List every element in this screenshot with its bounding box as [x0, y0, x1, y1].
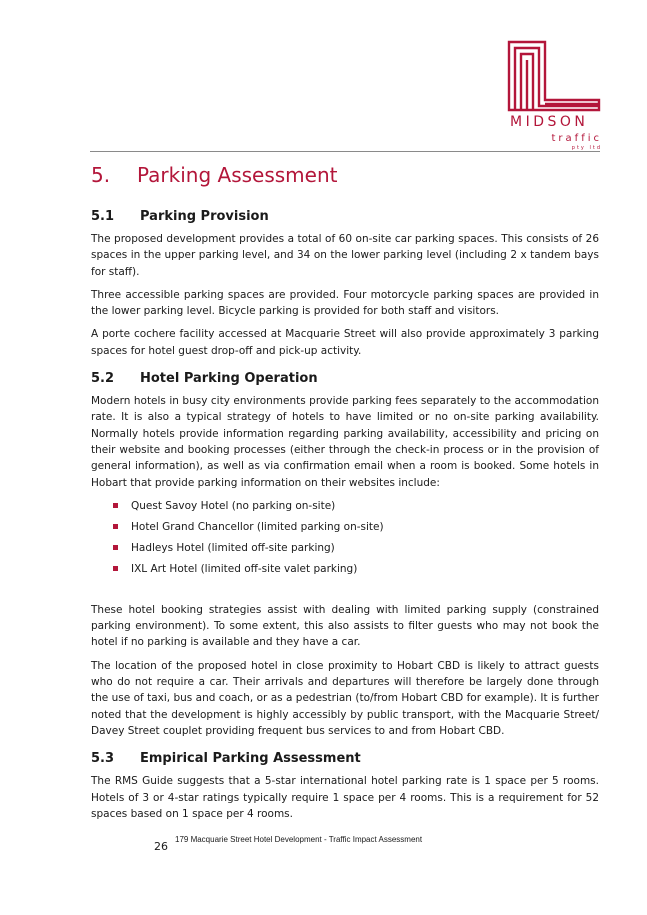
paragraph: A porte cochere facility accessed at Macquarie Street will also provide approximately 3 parking spaces for hotel guest drop-off and pick-up activity.	[91, 328, 599, 357]
section-number: 5.	[91, 163, 111, 187]
bullet-square-icon	[113, 524, 118, 529]
paragraph: Modern hotels in busy city environments provide parking fees separately to the accommodation rate. It is also a typical strategy of hotels to have limited or no on-site parking availability. Normally hotels provide information regarding parking availability, accessibility and pricing on their website and booking processes (either through the check-in process or in the provision of general information), as well as via confirmation email when a room is booked. Some hotels in Hobart that provide parking information on their websites include:	[91, 395, 599, 489]
list-item-text: Quest Savoy Hotel (no parking on-site)	[131, 499, 336, 512]
subsection-heading	[91, 751, 599, 766]
subsection-number: 5.1	[91, 209, 115, 224]
paragraph: Three accessible parking spaces are provided. Four motorcycle parking spaces are provided in the lower parking level. Bicycle parking is provided for both staff and visitors.	[91, 288, 599, 318]
paragraph: These hotel booking strategies assist with dealing with limited parking supply (constrained parking environment). To some extent, this also assists to filter guests who may not book the hotel if no parking is available and they have a car.	[91, 603, 599, 649]
paragraph: The proposed development provides a total of 60 on-site car parking spaces. This consists of 26 spaces in the upper parking level, and 34 on the lower parking level (including 2 x tandem bays for staff).	[91, 233, 599, 278]
subsection-title: Empirical Parking Assessment	[140, 751, 361, 767]
paragraph: The location of the proposed hotel in close proximity to Hobart CBD is likely to attract guests who do not require a car. Their arrivals and departures will therefore be largely done through the use of taxi, bus and coach, or as a pedestrian (to/from Hobart CBD for example). It is further noted that the development is highly accessibly by public transport, with the Macquarie Street/ Davey Street couplet providing frequent bus services to and from Hobart CBD.	[91, 659, 599, 737]
subsection-empirical-parking-assessment	[91, 751, 599, 822]
logo-wordmark: MIDSON	[510, 114, 589, 130]
section-heading	[91, 163, 599, 187]
subsection-parking-provision	[91, 209, 599, 359]
document-body	[91, 163, 599, 829]
midson-logo-mark-icon	[507, 40, 601, 112]
bullet-square-icon	[113, 503, 118, 508]
header-divider	[90, 151, 600, 152]
subsection-title: Parking Provision	[140, 209, 269, 224]
list-item	[91, 519, 599, 535]
subsection-number: 5.2	[91, 371, 115, 387]
subsection-hotel-parking-operation	[91, 371, 599, 739]
section-title: Parking Assessment	[137, 163, 338, 187]
list-item-text: Hotel Grand Chancellor (limited parking on-site)	[131, 520, 384, 533]
company-logo	[504, 40, 604, 152]
logo-subtitle-small: pty ltd	[571, 145, 602, 151]
subsection-number: 5.3	[91, 751, 115, 767]
list-item-text: Hadleys Hotel (limited off-site parking)	[131, 541, 335, 554]
subsection-title: Hotel Parking Operation	[140, 371, 318, 387]
list-item	[91, 498, 599, 514]
subsection-heading	[91, 371, 599, 386]
list-item-text: IXL Art Hotel (limited off-site valet parking)	[131, 562, 358, 575]
paragraph: The RMS Guide suggests that a 5-star international hotel parking rate is 1 space per 5 rooms. Hotels of 3 or 4-star ratings typically require 1 space per 4 rooms. This is a requirement for 52 spaces based on 1 space per 4 rooms.	[91, 775, 599, 820]
hotel-list	[91, 498, 599, 577]
subsection-heading	[91, 209, 599, 224]
footer-document-title: 179 Macquarie Street Hotel Development - Traffic Impact Assessment	[175, 835, 423, 844]
list-item	[91, 540, 599, 556]
page-number: 26	[154, 840, 168, 853]
bullet-square-icon	[113, 545, 118, 550]
logo-subtitle: traffic	[551, 133, 602, 144]
bullet-square-icon	[113, 566, 118, 571]
list-item	[91, 561, 599, 577]
